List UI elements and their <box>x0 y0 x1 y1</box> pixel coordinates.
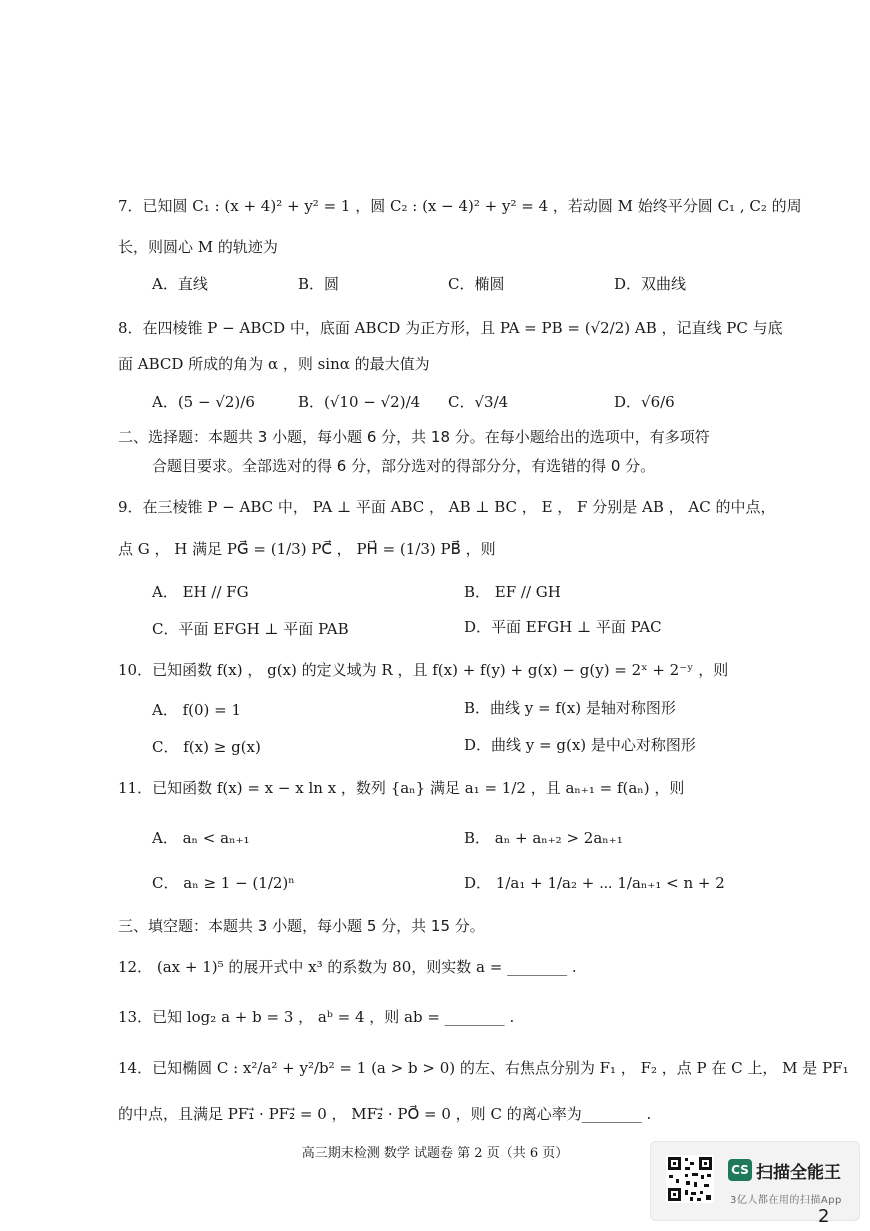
qr-code-icon <box>666 1155 714 1203</box>
q12-line: 12． (ax + 1)⁵ 的展开式中 x³ 的系数为 80，则实数 a = ________ . <box>118 958 577 976</box>
page-number: 2 <box>818 1206 830 1227</box>
q9-option-b: B． EF // GH <box>464 583 561 601</box>
q10-option-c: C． f(x) ≥ g(x) <box>152 738 261 756</box>
q11-option-d: D． 1/a₁ + 1/a₂ + ⋯ 1/aₙ₊₁ < n + 2 <box>464 874 725 892</box>
q9-option-a: A． EH // FG <box>152 583 249 601</box>
q8-option-a: A．(5 − √2)/6 <box>152 393 255 411</box>
q9-option-c: C．平面 EFGH ⊥ 平面 PAB <box>152 620 349 638</box>
page-footer: 高三期末检测 数学 试题卷 第 2 页（共 6 页） <box>301 1146 569 1161</box>
q10-option-d: D．曲线 y = g(x) 是中心对称图形 <box>464 736 696 754</box>
q8-line2: 面 ABCD 所成的角为 α ，则 sinα 的最大值为 <box>118 355 430 373</box>
q11-line1: 11．已知函数 f(x) = x − x ln x ，数列 {aₙ} 满足 a₁ = 1/2 ，且 aₙ₊₁ = f(aₙ) ，则 <box>118 779 685 797</box>
camscanner-logo-icon: CS <box>728 1159 752 1181</box>
section2-instructions: 合题目要求。全部选对的得 6 分，部分选对的得部分分，有选错的得 0 分。 <box>152 457 656 475</box>
q9-line2: 点 G ， H 满足 PG⃗ = (1/3) PC⃗ ， PH⃗ = (1/3) PB⃗ ，则 <box>118 540 496 558</box>
q7-option-b: B．圆 <box>298 275 340 293</box>
q7-option-a: A．直线 <box>152 275 208 293</box>
watermark-title: 扫描全能王 <box>756 1163 841 1183</box>
q7-line1: 7．已知圆 C₁ : (x + 4)² + y² = 1 ，圆 C₂ : (x − 4)² + y² = 4 ，若动圆 M 始终平分圆 C₁ , C₂ 的周 <box>118 197 802 215</box>
q8-option-c: C．√3/4 <box>448 393 509 411</box>
q8-option-d: D．√6/6 <box>614 393 675 411</box>
section3-heading: 三、填空题：本题共 3 小题，每小题 5 分，共 15 分。 <box>118 917 485 935</box>
section2-heading: 二、选择题：本题共 3 小题，每小题 6 分，共 18 分。在每小题给出的选项中，有多项符 <box>118 428 710 446</box>
q7-option-c: C．椭圆 <box>448 275 505 293</box>
q9-option-d: D．平面 EFGH ⊥ 平面 PAC <box>464 618 662 636</box>
q11-option-a: A． aₙ < aₙ₊₁ <box>152 829 250 847</box>
q14-line1: 14．已知椭圆 C : x²/a² + y²/b² = 1 (a > b > 0) 的左、右焦点分别为 F₁ ， F₂ ，点 P 在 C 上， M 是 PF₁ <box>118 1059 849 1077</box>
q11-option-b: B． aₙ + aₙ₊₂ > 2aₙ₊₁ <box>464 829 623 847</box>
q11-option-c: C． aₙ ≥ 1 − (1/2)ⁿ <box>152 874 295 892</box>
q9-line1: 9．在三棱锥 P − ABC 中， PA ⊥ 平面 ABC ， AB ⊥ BC ， E ， F 分别是 AB ， AC 的中点， <box>118 498 776 516</box>
q10-option-a: A． f(0) = 1 <box>152 701 242 719</box>
q7-option-d: D．双曲线 <box>614 275 687 293</box>
q10-line1: 10．已知函数 f(x) ， g(x) 的定义域为 R ，且 f(x) + f(y) + g(x) − g(y) = 2ˣ + 2⁻ʸ ，则 <box>118 661 729 679</box>
q13-line: 13．已知 log₂ a + b = 3 ， aᵇ = 4 ，则 ab = ________ . <box>118 1008 515 1026</box>
q10-option-b: B．曲线 y = f(x) 是轴对称图形 <box>464 699 676 717</box>
q7-line2: 长，则圆心 M 的轨迹为 <box>118 238 278 256</box>
watermark-subtitle: 3亿人都在用的扫描App <box>730 1195 842 1206</box>
q14-line2: 的中点，且满足 PF₁⃗ · PF₂⃗ = 0 ， MF₂⃗ · PO⃗ = 0 ，则 C 的离心率为________ . <box>118 1105 652 1123</box>
q8-line1: 8．在四棱锥 P − ABCD 中，底面 ABCD 为正方形，且 PA = PB = (√2/2) AB ，记直线 PC 与底 <box>118 319 783 337</box>
q8-option-b: B．(√10 − √2)/4 <box>298 393 421 411</box>
